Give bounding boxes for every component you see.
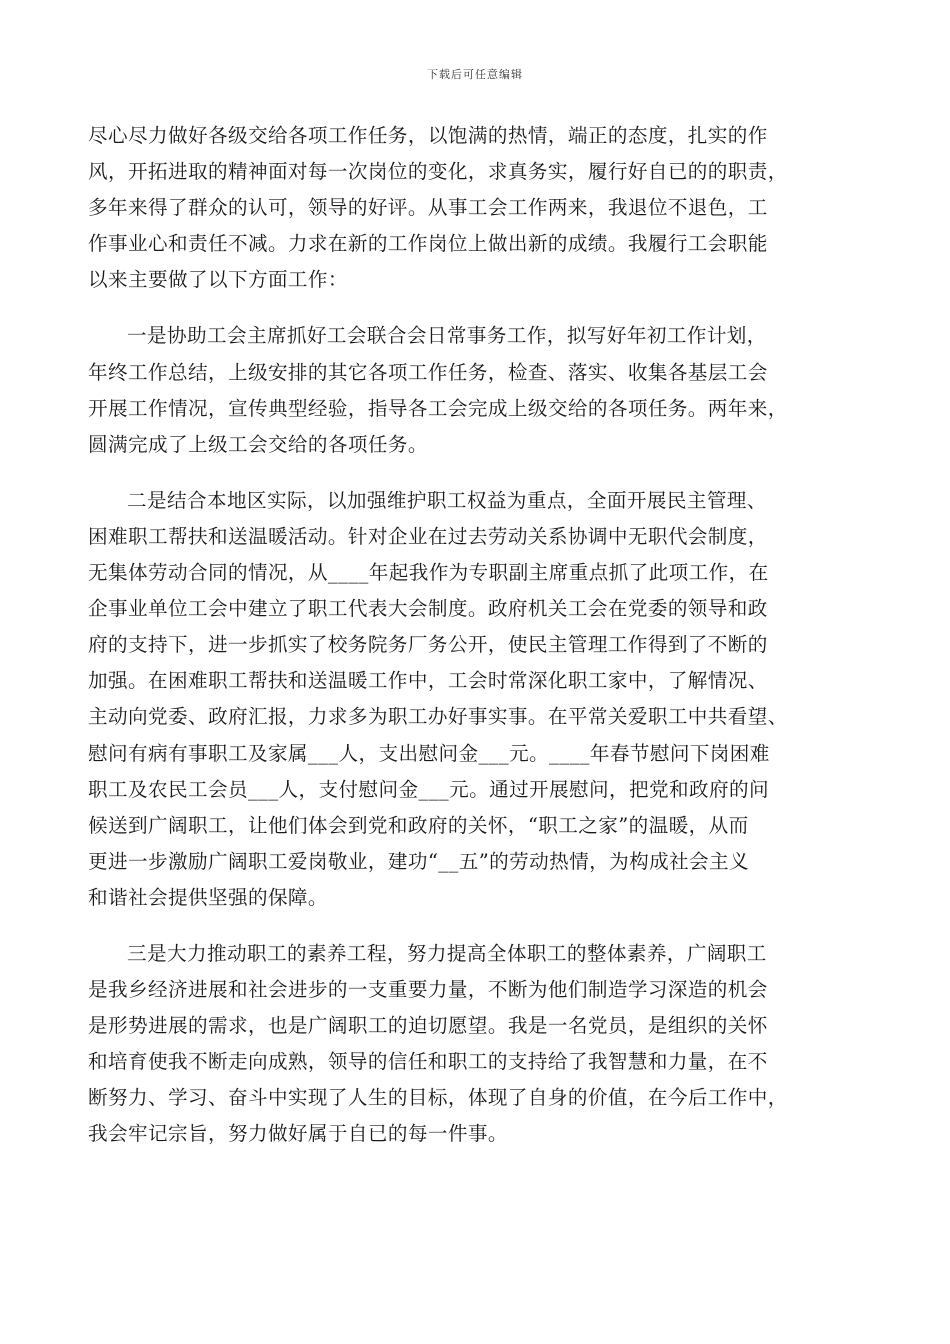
text-line: 多年来得了群众的认可，领导的好评。从事工会工作两来，我退位不退色，工 — [88, 196, 768, 220]
text-line: 府的支持下，进一步抓实了校务院务厂务公开，使民主管理工作得到了不断的 — [88, 633, 768, 657]
text-line: 加强。在困难职工帮扶和送温暖工作中，工会时常深化职工家中，了解情况、 — [88, 669, 768, 693]
text-line: 是形势进展的需求，也是广阔职工的迫切愿望。我是一名党员，是组织的关怀 — [88, 1014, 768, 1038]
paragraph-item-1 — [88, 318, 858, 462]
paragraph-intro — [88, 118, 858, 298]
text-line: 三是大力推动职工的素养工程，努力提高全体职工的整体素养，广阔职工 — [127, 941, 767, 965]
paragraph-item-3 — [88, 936, 858, 1153]
text-line: 二是结合本地区实际，以加强维护职工权益为重点，全面开展民主管理、 — [127, 488, 767, 512]
text-line: 无集体劳动合同的情况，从____年起我作为专职副主席重点抓了此项工作，在 — [88, 561, 769, 585]
text-line: 一是协助工会主席抓好工会联合会日常事务工作，拟写好年初工作计划， — [127, 324, 767, 348]
text-line: 候送到广阔职工，让他们体会到党和政府的关怀，“职工之家”的温暖，从而 — [88, 813, 749, 837]
text-line: 开展工作情况，宣传典型经验，指导各工会完成上级交给的各项任务。两年来， — [88, 396, 788, 420]
text-line: 和谐社会提供坚强的保障。 — [88, 885, 328, 909]
text-line: 圆满完成了上级工会交给的各项任务。 — [88, 432, 428, 456]
page-header: 下载后可任意编辑 — [427, 68, 523, 81]
text-line: 作事业心和责任不减。力求在新的工作岗位上做出新的成绩。我履行工会职能 — [88, 232, 768, 256]
text-line: 主动向党委、政府汇报，力求多为职工办好事实事。在平常关爱职工中共看望、 — [88, 705, 788, 729]
text-line: 和培育使我不断走向成熟，领导的信任和职工的支持给了我智慧和力量，在不 — [88, 1050, 768, 1074]
text-line: 困难职工帮扶和送温暖活动。针对企业在过去劳动关系协调中无职代会制度， — [88, 524, 768, 548]
text-line: 尽心尽力做好各级交给各项工作任务，以饱满的热情，端正的态度，扎实的作 — [88, 124, 768, 147]
text-line: 职工及农民工会员___人，支付慰问金___元。通过开展慰问，把党和政府的问 — [88, 777, 769, 801]
document-body — [88, 118, 858, 1173]
text-line: 断努力、学习、奋斗中实现了人生的目标，体现了自身的价值，在今后工作中， — [88, 1086, 788, 1110]
text-line: 我会牢记宗旨，努力做好属于自已的每一件事。 — [88, 1122, 508, 1146]
text-line: 以来主要做了以下方面工作： — [88, 268, 348, 292]
text-line: 是我乡经济进展和社会进步的一支重要力量，不断为他们制造学习深造的机会 — [88, 978, 768, 1002]
text-line: 风，开拓进取的精神面对每一次岗位的变化，求真务实，履行好自已的的职责， — [88, 160, 788, 184]
paragraph-item-2 — [88, 483, 858, 916]
text-line: 企事业单位工会中建立了职工代表大会制度。政府机关工会在党委的领导和政 — [88, 597, 768, 621]
text-line: 慰问有病有事职工及家属___人，支出慰问金___元。____年春节慰问下岗困难 — [88, 741, 770, 765]
text-line: 年终工作总结，上级安排的其它各项工作任务，检查、落实、收集各基层工会 — [88, 360, 768, 384]
text-line: 更进一步激励广阔职工爱岗敬业，建功“__五”的劳动热情，为构成社会主义 — [88, 849, 750, 873]
